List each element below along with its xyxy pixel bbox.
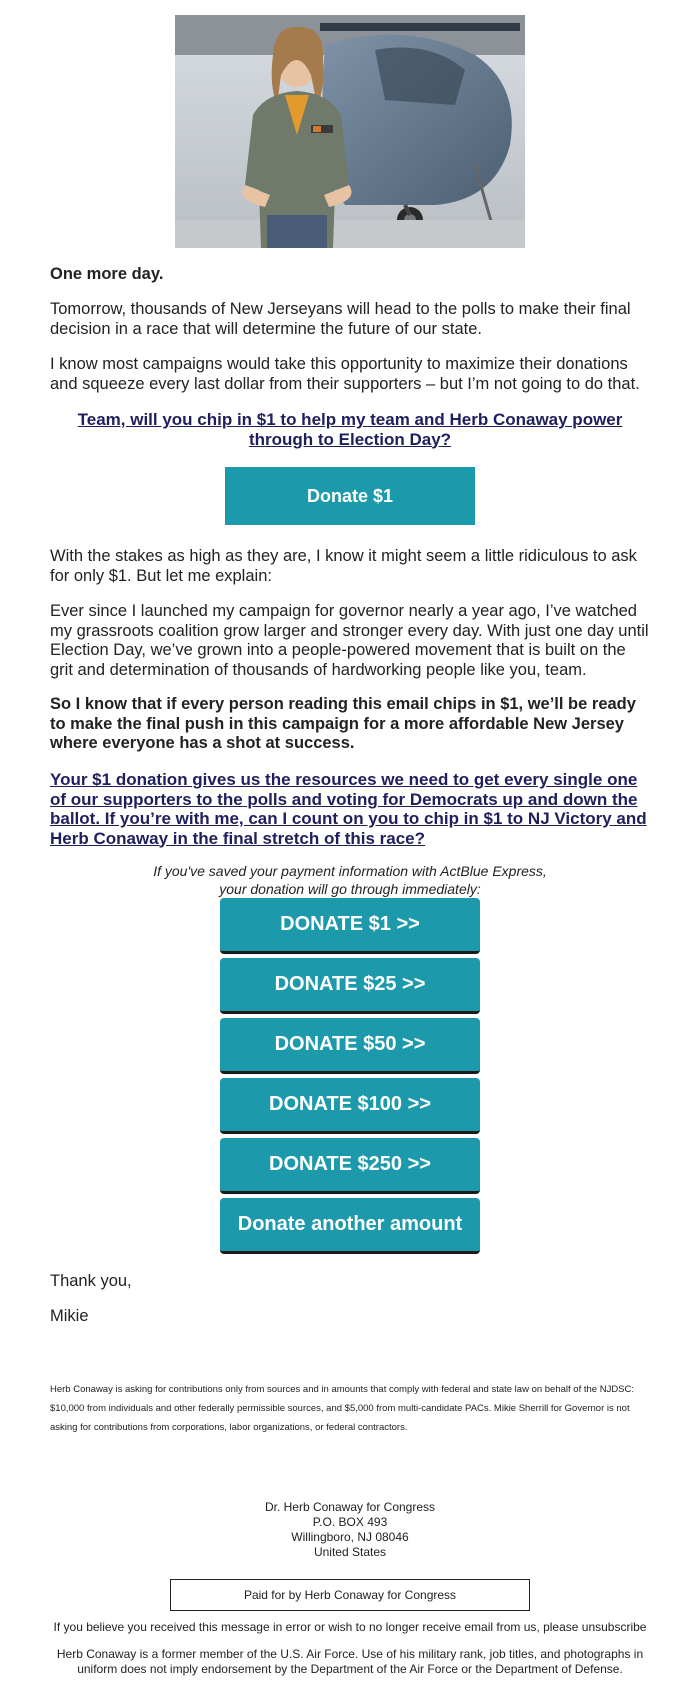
greeting-heading: One more day. xyxy=(50,265,164,283)
address-line-2: P.O. BOX 493 xyxy=(312,1515,388,1529)
paragraph-1: Tomorrow, thousands of New Jerseyans will head to the polls to make their final decision in a race that will determine the future of our state. xyxy=(50,300,631,338)
address-block xyxy=(50,1500,650,1560)
address-line-3: Willingboro, NJ 08046 xyxy=(291,1530,409,1544)
hero-image xyxy=(175,15,525,248)
address-line-1: Dr. Herb Conaway for Congress xyxy=(264,1500,436,1514)
donate-1-button[interactable]: DONATE $1 >> xyxy=(220,898,480,954)
paragraph-3: With the stakes as high as they are, I know it might seem a little ridiculous to ask for only $1. But let me explain: xyxy=(50,547,637,585)
military-notice: Herb Conaway is a former member of the U.S. Air Force. Use of his military rank, job titles, and photographs in uniform does not imply endorsement by the Department of the Air Force or the Department of Defense. xyxy=(56,1647,644,1676)
donate-25-button[interactable]: DONATE $25 >> xyxy=(220,958,480,1014)
legal-disclaimer: Herb Conaway is asking for contributions only from sources and in amounts that comply with federal and state law on behalf of the NJDSC: $10,000 from individuals and other federally permissible sources, and $5,000 from multi-candidate PACs. Mikie Sherrill for Governor is not asking for contributions from corporations, labor organizations, or federal contractors. xyxy=(50,1384,635,1433)
hero-photo-illustration xyxy=(175,15,525,248)
signature: Mikie xyxy=(50,1307,89,1325)
ask-link[interactable]: Team, will you chip in $1 to help my team and Herb Conaway power through to Election Day? xyxy=(77,410,623,449)
signoff: Thank you, xyxy=(50,1272,132,1290)
paragraph-2: I know most campaigns would take this opportunity to maximize their donations and squeeze every last dollar from their supporters – but I’m not going to do that. xyxy=(50,355,640,393)
donation-appeal-link[interactable]: Your $1 donation gives us the resources we need to get every single one of our supporters to the polls and voting for Democrats up and down the ballot. If you’re with me, can I count on you to chip in $1 to NJ Victory and Herb Conaway in the final stretch of this race? xyxy=(50,770,647,848)
address-line-4: United States xyxy=(313,1545,387,1559)
donate-other-amount-button[interactable]: Donate another amount xyxy=(220,1198,480,1254)
paragraph-4: Ever since I launched my campaign for governor nearly a year ago, I’ve watched my grassroots coalition grow larger and stronger every day. With just one day until Election Day, we’ve grown into a people-powered movement that is built on the grit and determination of thousands of hardworking people like you, team. xyxy=(50,602,649,679)
paid-for-box xyxy=(170,1579,530,1611)
donate-250-button[interactable]: DONATE $250 >> xyxy=(220,1138,480,1194)
paragraph-5-bold: So I know that if every person reading this email chips in $1, we’ll be ready to make the final push in this campaign for a more affordable New Jersey where everyone has a shot at success. xyxy=(50,695,636,752)
donate-main-button[interactable]: Donate $1 xyxy=(225,467,475,525)
paid-for-text: Paid for by Herb Conaway for Congress xyxy=(243,1588,457,1602)
unsubscribe-text[interactable]: If you believe you received this message in error or wish to no longer receive email from us, please unsubscribe xyxy=(53,1620,647,1634)
actblue-note: If you've saved your payment information with ActBlue Express, your donation will go through immediately: xyxy=(153,863,547,897)
donate-50-button[interactable]: DONATE $50 >> xyxy=(220,1018,480,1074)
donate-100-button[interactable]: DONATE $100 >> xyxy=(220,1078,480,1134)
